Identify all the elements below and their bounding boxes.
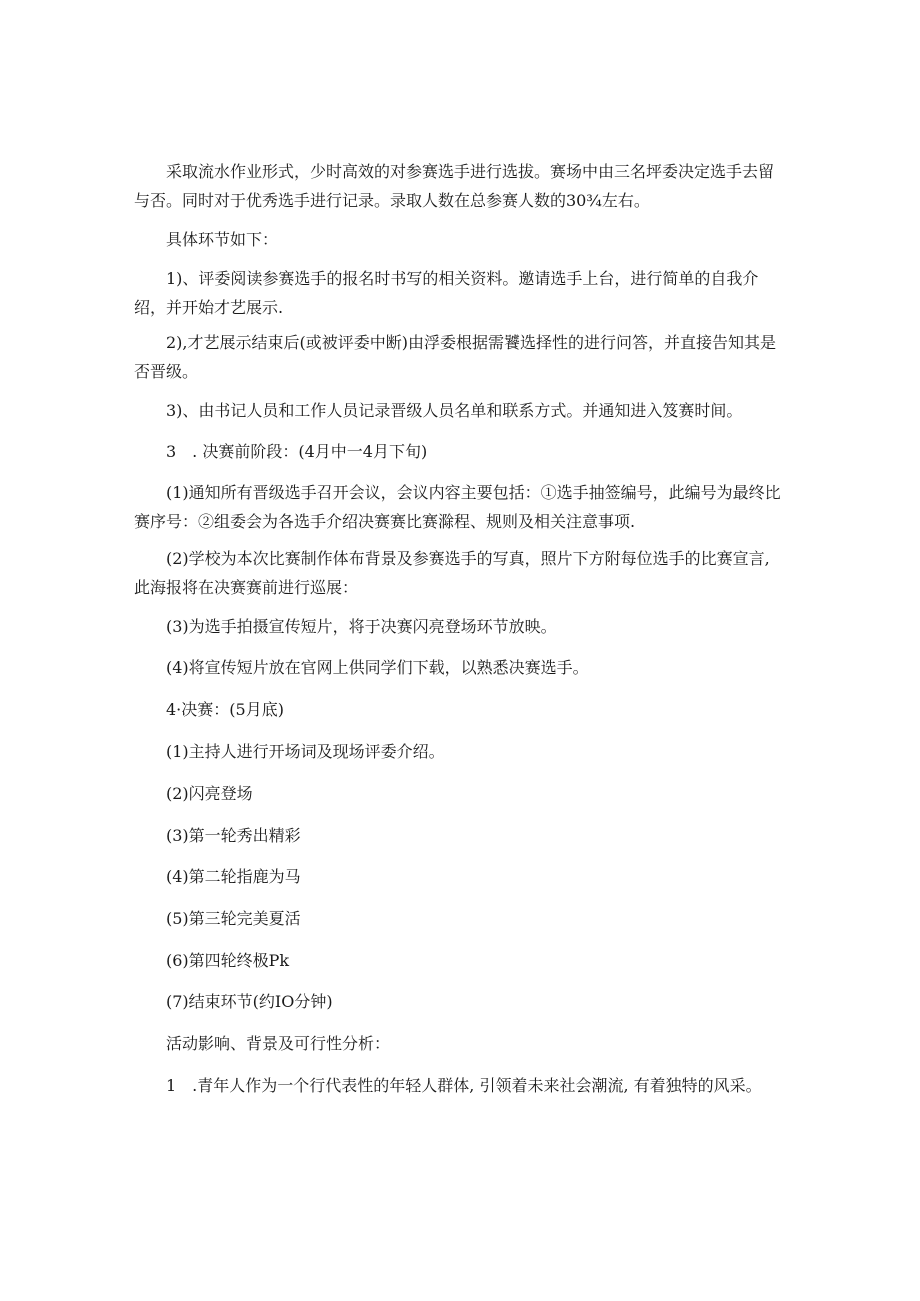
paragraph-final-item-6: (6)第四轮终极Pk <box>166 951 290 970</box>
paragraph-prefinal-stage: 3 . 决赛前阶段：(4月中一4月下旬) <box>166 442 428 461</box>
paragraph-step-3: 3)、由书记人员和工作人员记录晋级人员名单和联系方式。并通知进入笈赛时间。 <box>166 401 743 420</box>
paragraph-step-2: 2),才艺展示结束后(或被评委中断)由浮委根据需饕选择性的进行问答，并直接告知其是否晋级。 <box>134 333 776 381</box>
paragraph-selection-format: 采取流水作业形式，少时高效的对参赛选手进行选拔。赛场中由三名坪委决定选手去留与否。同时对于优秀选手进行记录。录取人数在总参赛人数的30¾左右。 <box>134 162 775 210</box>
paragraph-prefinal-item-3: (3)为选手拍摄宣传短片，将于决赛闪亮登场环节放映。 <box>166 617 557 636</box>
paragraph-final-item-4: (4)第二轮指鹿为马 <box>166 867 301 886</box>
paragraph-final-item-2: (2)闪亮登场 <box>166 784 253 803</box>
paragraph-final-item-7: (7)结束环节(约IO分钟) <box>166 992 333 1011</box>
paragraph-final-item-1: (1)主持人进行开场词及现场评委介绍。 <box>166 742 445 761</box>
paragraph-steps-heading: 具体环节如下： <box>166 230 279 249</box>
paragraph-final-item-3: (3)第一轮秀出精彩 <box>166 826 301 845</box>
paragraph-step-1: 1)、评委阅读参赛选手的报名时书写的相关资料。邀请选手上台，进行简单的自我介绍，并开始才艺展示. <box>134 269 759 317</box>
paragraph-analysis-heading: 活动影响、背景及可行性分析： <box>166 1034 391 1053</box>
paragraph-analysis-item-1: 1 .青年人作为一个行代表性的年轻人群体, 引领着未来社会潮流, 有着独特的风采。 <box>166 1076 762 1095</box>
paragraph-final-stage: 4·决赛：(5月底) <box>166 700 284 719</box>
paragraph-prefinal-item-4: (4)将宣传短片放在官网上供同学们下载，以熟悉决赛选手。 <box>166 658 589 677</box>
paragraph-prefinal-item-2: (2)学校为本次比赛制作体布背景及参赛选手的写真，照片下方附每位选手的比赛宣言, 此海报将在决赛赛前进行巡展： <box>134 549 770 597</box>
paragraph-final-item-5: (5)第三轮完美夏活 <box>166 909 301 928</box>
paragraph-prefinal-item-1: (1)通知所有晋级选手召开会议，会议内容主要包括：①选手抽签编号，此编号为最终比赛序号：②组委会为各选手介绍决赛赛比赛滁程、规则及相关注意事项. <box>134 483 781 531</box>
